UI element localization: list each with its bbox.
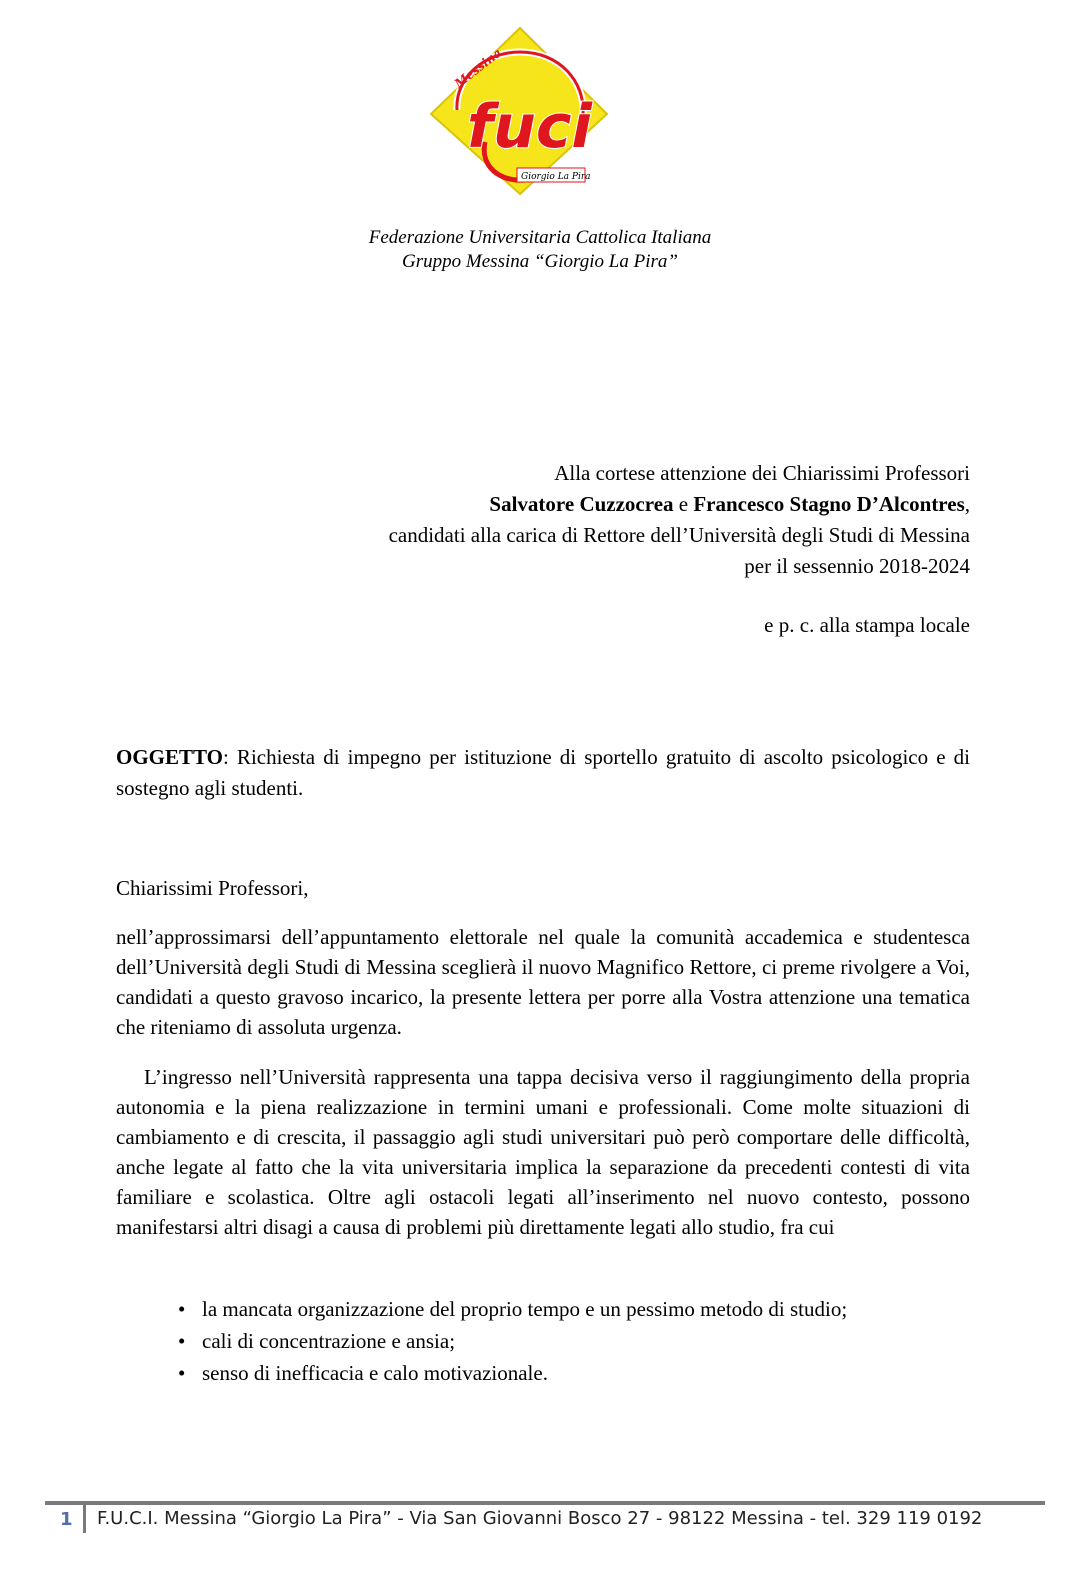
- list-item: • la mancata organizzazione del proprio tempo e un pessimo metodo di studio;: [178, 1293, 968, 1325]
- recipient-line1: Alla cortese attenzione dei Chiarissimi Professori: [554, 461, 970, 485]
- paragraph-2: L’ingresso nell’Università rappresenta una tappa decisiva verso il raggiungimento della propria autonomia e la piena realizzazione in termini umani e professionali. Come molte situazioni di cambiamento e di crescita, il passaggio agli studi universitari può però comportare delle difficoltà, anche legate al fatto che la vita universitaria implica la separazione da precedenti contesti di vita familiare e scolastica. Oltre agli ostacoli legati all’inserimento nel nuovo contesto, possono manifestarsi altri disagi a causa di problemi più direttamente legati allo studio, fra cui: [116, 1065, 970, 1239]
- subject-block: [116, 742, 970, 804]
- bullet-icon: •: [178, 1361, 186, 1385]
- cc-line: e p. c. alla stampa locale: [764, 613, 970, 637]
- list-item: • senso di inefficacia e calo motivazionale.: [178, 1357, 968, 1389]
- logo-bottom-text: Giorgio La Pira: [521, 172, 591, 182]
- salutation: Chiarissimi Professori,: [116, 876, 309, 900]
- paragraph-1: nell’approssimarsi dell’appuntamento elettorale nel quale la comunità accademica e studentesca dell’Università degli Studi di Messina sceglierà il nuovo Magnifico Rettore, ci preme rivolgere a Voi, candidati a questo gravoso incarico, la presente lettera per porre alla Vostra attenzione una tematica che riteniamo di assoluta urgenza.: [116, 925, 970, 1039]
- subject-text: : Richiesta di impegno per istituzione di sportello gratuito di ascolto psicologico e di sostegno agli studenti.: [116, 745, 970, 800]
- recipient-names: [150, 489, 970, 520]
- fuci-logo: [425, 22, 615, 197]
- page-number: 1: [60, 1509, 73, 1530]
- header-line2: Gruppo Messina “Giorgio La Pira”: [402, 251, 678, 272]
- recipient-name1: Salvatore Cuzzocrea: [489, 492, 674, 516]
- recipient-line4: per il sessennio 2018-2024: [744, 554, 970, 578]
- recipient-conj: e: [673, 492, 694, 516]
- recipient-line3: candidati alla carica di Rettore dell’Università degli Studi di Messina: [388, 523, 970, 547]
- recipient-name2: Francesco Stagno D’Alcontres: [693, 492, 965, 516]
- recipient-comma: ,: [964, 492, 970, 516]
- logo-top-text: Messina: [451, 45, 505, 91]
- header-line1: Federazione Universitaria Cattolica Italiana: [368, 227, 712, 248]
- list-item: • cali di concentrazione e ansia;: [178, 1325, 968, 1357]
- logo-main-text: fuci: [467, 92, 592, 162]
- bullet-list: [178, 1293, 968, 1389]
- subject-label: OGGETTO: [116, 745, 223, 769]
- bullet-icon: •: [178, 1297, 186, 1321]
- bullet-icon: •: [178, 1329, 186, 1353]
- footer-separator: [83, 1505, 86, 1533]
- recipient-block: [150, 458, 970, 582]
- footer-text: F.U.C.I. Messina “Giorgio La Pira” - Via San Giovanni Bosco 27 - 98122 Messina - tel. 329 119 0192: [97, 1508, 983, 1529]
- footer: [45, 1505, 1045, 1535]
